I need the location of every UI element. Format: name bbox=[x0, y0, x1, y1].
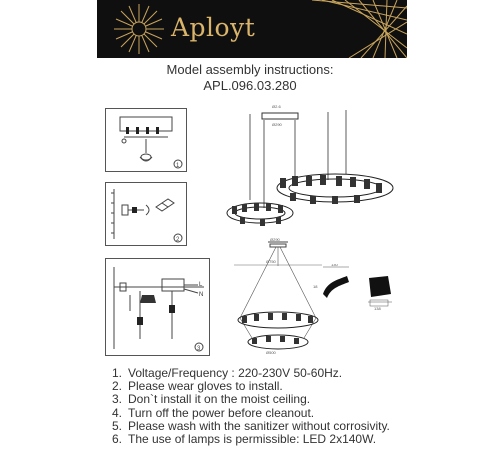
step-3-diagram bbox=[106, 259, 209, 355]
instruction-text: Don`t install it on the moist ceiling. bbox=[128, 392, 311, 407]
instruction-text: The use of lamps is permissible: LED 2x140W. bbox=[128, 432, 377, 447]
instruction-number: 3. bbox=[112, 392, 123, 407]
dim-block: 138 bbox=[374, 306, 381, 311]
page-title: Model assembly instructions: bbox=[166, 62, 334, 77]
instruction-number: 1. bbox=[112, 366, 123, 380]
step-2-diagram bbox=[106, 183, 186, 245]
instruction-text: Please wear gloves to install. bbox=[128, 379, 283, 394]
step-3-panel bbox=[105, 258, 210, 356]
step-1-number: 1 bbox=[176, 163, 180, 169]
instruction-text: Voltage/Frequency : 220-230V 50-60Hz. bbox=[128, 366, 343, 380]
dim-ceiling: Ø290 bbox=[270, 238, 280, 242]
brand-logo: Aployt bbox=[171, 13, 256, 42]
instructions-list bbox=[112, 367, 390, 446]
step-3-number: 3 bbox=[197, 346, 201, 352]
dim-ring: Ø750 bbox=[266, 259, 276, 264]
instruction-text: Please wash with the sanitizer without corrosivity. bbox=[128, 418, 390, 433]
instruction-number: 4. bbox=[112, 405, 123, 420]
step-2-number: 2 bbox=[176, 237, 180, 243]
chandelier-illustration bbox=[220, 100, 395, 240]
dim-top: Ø2.6 bbox=[272, 104, 281, 109]
step-1-diagram bbox=[106, 109, 186, 171]
instruction-text: Turn off the power before cleanout. bbox=[128, 405, 315, 420]
block-detail bbox=[364, 272, 394, 312]
brand-banner bbox=[97, 0, 407, 58]
dim-plate: Ø290 bbox=[272, 122, 282, 127]
link-detail bbox=[313, 264, 351, 304]
model-number: APL.096.03.280 bbox=[203, 78, 297, 93]
dim-ring-lower: Ø500 bbox=[266, 350, 276, 355]
instruction-number: 6. bbox=[112, 432, 123, 447]
instruction-item bbox=[112, 433, 390, 446]
wire-label-neutral: N bbox=[199, 292, 204, 298]
dim-link-height: 18 bbox=[313, 284, 318, 289]
dim-link-width: 130 bbox=[331, 264, 338, 267]
step-2-panel bbox=[105, 182, 187, 246]
instruction-number: 2. bbox=[112, 379, 123, 394]
step-1-panel bbox=[105, 108, 187, 172]
instruction-number: 5. bbox=[112, 418, 123, 433]
wire-label-live: L bbox=[199, 282, 203, 288]
